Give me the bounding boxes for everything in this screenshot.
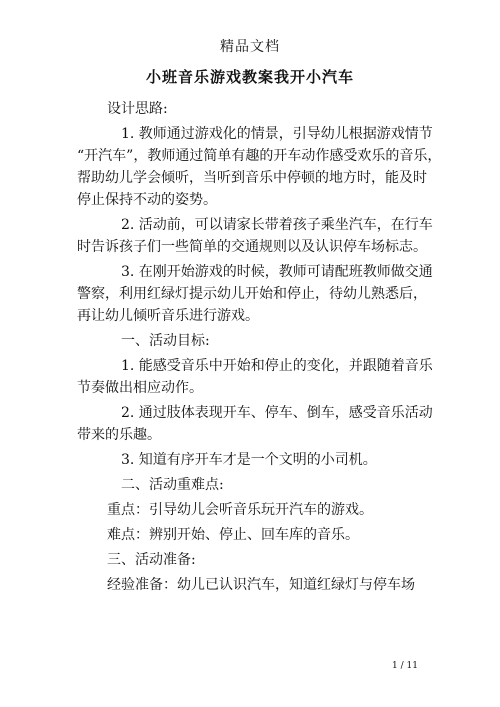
paragraph-line: 帮助幼儿学会倾听，当听到音乐中停顿的地方时，能及时 xyxy=(77,170,427,186)
paragraph-line: 3. 知道有序开车才是一个文明的小司机。 xyxy=(121,452,377,468)
paragraph-line: 设计思路: xyxy=(107,101,168,117)
section-heading: 三、活动准备: xyxy=(107,552,196,568)
paragraph-line: 2. 通过肢体表现开车、停车、倒车，感受音乐活动 xyxy=(121,405,433,421)
paragraph-line: 经验准备：幼儿已认识汽车，知道红绿灯与停车场 xyxy=(107,577,415,593)
paragraph-line: 难点：辨别开始、停止、回车库的音乐。 xyxy=(107,527,359,543)
paragraph-line: 带来的乐趣。 xyxy=(77,427,161,443)
paragraph-line: 1. 能感受音乐中开始和停止的变化，并跟随着音乐 xyxy=(121,358,433,374)
paragraph-line: “开汽车”，教师通过简单有趣的开车动作感受欢乐的音乐， xyxy=(77,148,442,164)
document-body xyxy=(77,98,447,596)
paragraph-line: 节奏做出相应动作。 xyxy=(77,380,203,396)
section-heading: 二、活动重难点: xyxy=(121,477,224,493)
section-heading: 一、活动目标: xyxy=(121,333,210,349)
document-title: 小班音乐游戏教案我开小汽车 xyxy=(145,68,354,86)
paragraph-line: 1. 教师通过游戏化的情景，引导幼儿根据游戏情节 xyxy=(121,126,433,142)
paragraph-line: 重点：引导幼儿会听音乐玩开汽车的游戏。 xyxy=(107,502,373,518)
paragraph-line: 时告诉孩子们一些简单的交通规则以及认识停车场标志。 xyxy=(77,239,427,255)
paragraph-line: 3. 在刚开始游戏的时候，教师可请配班教师做交通 xyxy=(121,264,433,280)
page-number: 1 / 11 xyxy=(392,661,418,671)
header-label: 精品文档 xyxy=(220,39,280,55)
paragraph-line: 警察，利用红绿灯提示幼儿开始和停止，待幼儿熟悉后， xyxy=(77,286,427,302)
paragraph-line: 再让幼儿倾听音乐进行游戏。 xyxy=(77,308,259,324)
paragraph-line: 2. 活动前，可以请家长带着孩子乘坐汽车，在行车 xyxy=(121,217,433,233)
paragraph-line: 停止保持不动的姿势。 xyxy=(77,192,217,208)
